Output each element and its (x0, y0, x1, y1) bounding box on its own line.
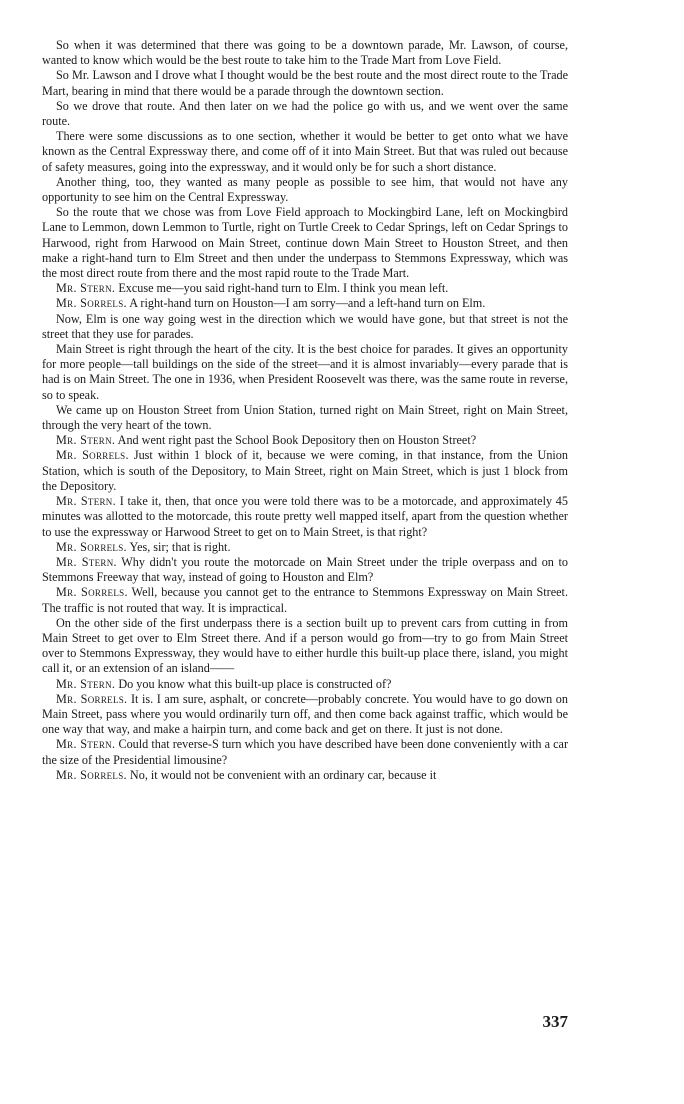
paragraph (42, 312, 568, 342)
paragraph (42, 205, 568, 281)
paragraph (42, 616, 568, 677)
speaker-name: Mr. Sorrels. (56, 539, 127, 554)
paragraph-text: Well, because you cannot get to the entrance to Stemmons Expressway on Main Street. The traffic is not routed that way. It is impractical. (42, 585, 568, 615)
paragraph-text: We came up on Houston Street from Union Station, turned right on Main Street, right on Main Street, through the very heart of the town. (42, 402, 568, 433)
testimony-paragraph (42, 555, 568, 585)
paragraph-text: Another thing, too, they wanted as many people as possible to see him, that would not have any opportunity to see him on the Central Expressway. (42, 174, 568, 205)
testimony-paragraph (42, 433, 568, 448)
paragraph-text: No, it would not be convenient with an ordinary car, because it (129, 767, 437, 782)
testimony-paragraph (42, 494, 568, 540)
paragraph (42, 175, 568, 205)
paragraph-text: On the other side of the first underpass there is a section built up to prevent cars from cutting in from Main Street to get over to Elm Street there. And if a person would go from—try to go from Main Street over to Stemmons Expressway, they would have to either hurdle this built-up place there, island, you might call it, or an extension of an island—— (42, 615, 568, 676)
paragraph-text: Excuse me—you said right-hand turn to Elm. I think you mean left. (118, 281, 449, 296)
paragraph-text: So we drove that route. And then later on we had the police go with us, and we went over the same route. (42, 98, 568, 129)
paragraph-text: So when it was determined that there was going to be a downtown parade, Mr. Lawson, of course, wanted to know which would be the best route to take him to the Trade Mart from Love Field. (42, 38, 568, 68)
speaker-name: Mr. Sorrels. (56, 767, 127, 782)
testimony-paragraph (42, 768, 568, 783)
speaker-name: Mr. Stern. (56, 737, 116, 752)
paragraph (42, 38, 568, 68)
paragraph-text: Yes, sir; that is right. (129, 539, 231, 554)
paragraph-text: So the route that we chose was from Love Field approach to Mockingbird Lane, left on Mockingbird Lane to Lemmon, down Lemmon to Turtle, right on Turtle Creek to Cedar Springs, left on Cedar Springs to Harwood, right from Harwood on Main Street, continue down Main Street to Houston Street, and then make a right-hand turn to Elm Street and then under the underpass to Stemmons Expressway, which was the most direct route from there and the most rapid route to the Trade Mart. (42, 205, 568, 281)
testimony-paragraph (42, 585, 568, 615)
speaker-name: Mr. Stern. (56, 494, 116, 509)
paragraph (42, 99, 568, 129)
paragraph (42, 129, 568, 175)
paragraph-text: There were some discussions as to one section, whether it would be better to get onto what we have known as the Central Expressway there, and come off of it into Main Street. But that was ruled out because of safety measures, going into the expressway, and it would only be for such a short distance. (42, 129, 568, 174)
paragraph-text: Just within 1 block of it, because we were coming, in that instance, from the Union Station, which is south of the Depository, to Main Street, right on Main Street, which is just 1 block from the Depository. (42, 448, 568, 493)
speaker-name: Mr. Sorrels. (56, 585, 128, 600)
paragraph-text: Now, Elm is one way going west in the direction which we would have gone, but that street is not the street that they use for parades. (42, 311, 568, 341)
paragraph-text: And went right past the School Book Depository then on Houston Street? (117, 433, 477, 448)
speaker-name: Mr. Stern. (56, 676, 116, 691)
speaker-name: Mr. Stern. (56, 554, 117, 569)
testimony-paragraph (42, 677, 568, 692)
paragraph (42, 68, 568, 98)
speaker-name: Mr. Stern. (56, 433, 116, 448)
testimony-paragraph (42, 296, 568, 311)
testimony-paragraph (42, 737, 568, 767)
paragraph-text: It is. I am sure, asphalt, or concrete—probably concrete. You would have to go down on Main Street, pass where you would ordinarily turn off, and then come back against traffic, which would be one way that way, and make a hairpin turn, and come back and get on there. It just is not done. (42, 691, 568, 737)
paragraph-text: Main Street is right through the heart of the city. It is the best choice for parades. It gives an opportunity for more people—tall buildings on the side of the street—and it is almost invariably—every parade that is had is on Main Street. The one in 1936, when President Roosevelt was there, was the same route in reverse, so to speak. (42, 342, 568, 402)
paragraph-text: A right-hand turn on Houston—I am sorry—and a left-hand turn on Elm. (129, 296, 486, 311)
speaker-name: Mr. Sorrels. (56, 691, 128, 706)
paragraph (42, 403, 568, 433)
speaker-name: Mr. Sorrels. (56, 448, 129, 463)
page-number: 337 (542, 1012, 568, 1031)
testimony-paragraph (42, 281, 568, 296)
paragraph (42, 342, 568, 403)
speaker-name: Mr. Stern. (56, 281, 116, 296)
testimony-paragraph (42, 540, 568, 555)
paragraph-text: Could that reverse-S turn which you have described have been done conveniently with a car the size of the Presidential limousine? (42, 737, 568, 767)
paragraph-text: Why didn't you route the motorcade on Main Street under the triple overpass and on to Stemmons Freeway that way, instead of going to Houston and Elm? (42, 554, 569, 585)
testimony-paragraph (42, 448, 568, 494)
document-body (42, 38, 568, 783)
paragraph-text: So Mr. Lawson and I drove what I thought would be the best route and the most direct route to the Trade Mart, bearing in mind that there would be a parade through the downtown section. (42, 68, 568, 98)
testimony-paragraph (42, 692, 568, 738)
paragraph-text: I take it, then, that once you were told there was to be a motorcade, and approximately 45 minutes was allotted to the motorcade, this route pretty well mapped itself, apart from the question whether to use the expressway or Harwood Street to get on to Main Street, is that right? (42, 494, 568, 539)
paragraph-text: Do you know what this built-up place is constructed of? (118, 676, 392, 691)
speaker-name: Mr. Sorrels. (56, 296, 127, 311)
